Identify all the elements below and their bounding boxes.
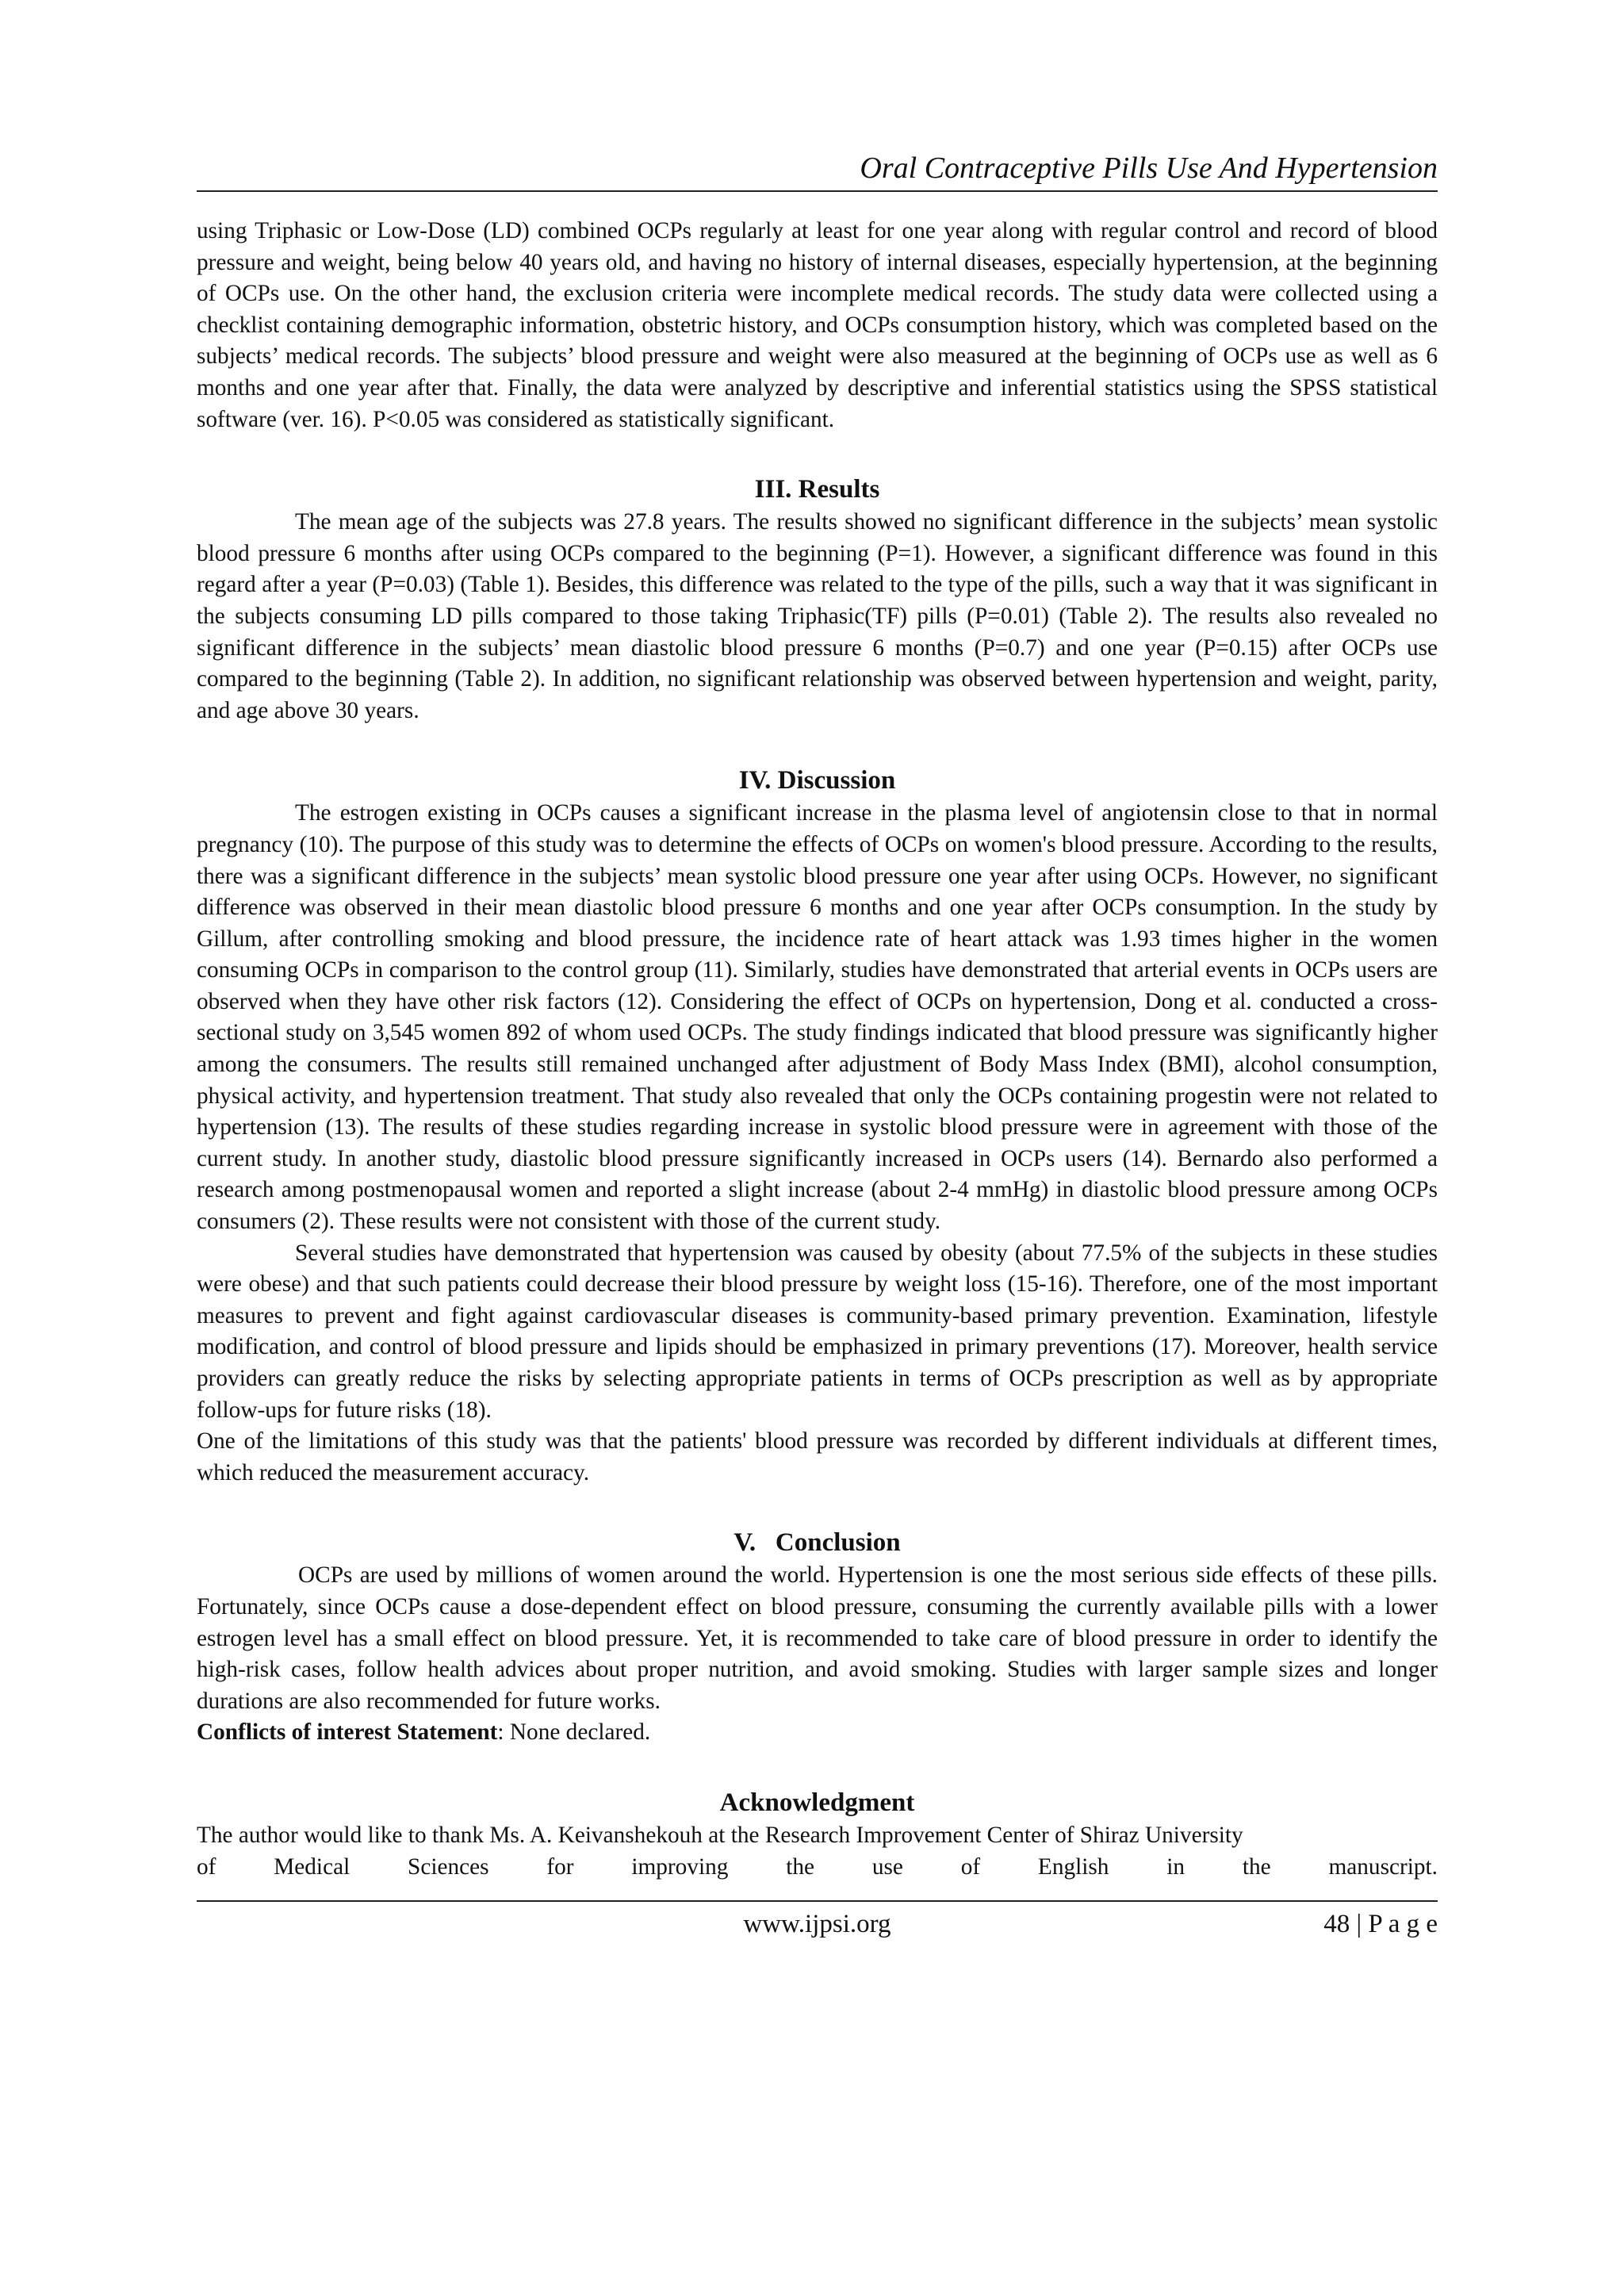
page-number: 48 | P a g e: [1323, 1910, 1438, 1939]
results-heading: III. Results: [754, 475, 880, 504]
footer-rule: [197, 1900, 1438, 1902]
conflicts-label: Conflicts of interest Statement: [197, 1719, 498, 1746]
conclusion-paragraph: OCPs are used by millions of women around the world. Hypertension is one the most serious side effects of these pills. Fortunately, since OCPs cause a dose-dependent effect on blood pressure, consuming the currently available pills with a lower estrogen level has a small effect on blood pressure. Yet, it is recommended to take care of blood pressure in order to identify the high-risk cases, follow health advices about proper nutrition, and avoid smoking. Studies with larger sample sizes and longer durations are also recommended for future works.: [197, 1562, 1438, 1714]
journal-website: www.ijpsi.org: [743, 1910, 891, 1939]
discussion-heading: IV. Discussion: [738, 766, 896, 795]
results-paragraph: The mean age of the subjects was 27.8 years. The results showed no significant difference in the subjects’ mean systolic blood pressure 6 months after using OCPs compared to the beginning (P=1). However, a significant difference was found in this regard after a year (P=0.03) (Table 1). Besides, this difference was related to the type of the pills, such a way that it was significant in the subjects consuming LD pills compared to those taking Triphasic(TF) pills (P=0.01) (Table 2). The results also revealed no significant difference in the subjects’ mean diastolic blood pressure 6 months (P=0.7) and one year (P=0.15) after OCPs use compared to the beginning (Table 2). In addition, no significant relationship was observed between hypertension and weight, parity, and age above 30 years.: [197, 509, 1438, 723]
discussion-paragraph-3: One of the limitations of this study was that the patients' blood pressure was recorded by different individuals at different times, which reduced the measurement accuracy.: [197, 1428, 1438, 1485]
conclusion-heading: V. Conclusion: [733, 1528, 901, 1558]
acknowledgment-line-2: of Medical Sciences for improving the use of English in the manuscript.: [197, 1853, 1438, 1880]
discussion-paragraph-1: The estrogen existing in OCPs causes a significant increase in the plasma level of angiotensin close to that in normal pregnancy (10). The purpose of this study was to determine the effects of OCPs on women's blood pressure. According to the results, there was a significant difference in the subjects’ mean systolic blood pressure one year after using OCPs. However, no significant difference was observed in their mean diastolic blood pressure 6 months and one year after OCPs consumption. In the study by Gillum, after controlling smoking and blood pressure, the incidence rate of heart attack was 1.93 times higher in the women consuming OCPs in comparison to the control group (11). Similarly, studies have demonstrated that arterial events in OCPs users are observed when they have other risk factors (12). Considering the effect of OCPs on hypertension, Dong et al. conducted a cross-sectional study on 3,545 women 892 of whom used OCPs. The study findings indicated that blood pressure was significantly higher among the consumers. The results still remained unchanged after adjustment of Body Mass Index (BMI), alcohol consumption, physical activity, and hypertension treatment. That study also revealed that only the OCPs containing progestin were not related to hypertension (13). The results of these studies regarding increase in systolic blood pressure were in agreement with those of the current study. In another study, diastolic blood pressure significantly increased in OCPs users (14). Bernardo also performed a research among postmenopausal women and reported a slight increase (about 2-4 mmHg) in diastolic blood pressure among OCPs consumers (2). These results were not consistent with those of the current study.: [197, 800, 1438, 1235]
methods-paragraph: using Triphasic or Low-Dose (LD) combined OCPs regularly at least for one year along with regular control and record of blood pressure and weight, being below 40 years old, and having no history of internal diseases, especially hypertension, at the beginning of OCPs use. On the other hand, the exclusion criteria were incomplete medical records. The study data were collected using a checklist containing demographic information, obstetric history, and OCPs consumption history, which was completed based on the subjects’ medical records. The subjects’ blood pressure and weight were also measured at the beginning of OCPs use as well as 6 months and one year after that. Finally, the data were analyzed by descriptive and inferential statistics using the SPSS statistical software (ver. 16). P<0.05 was considered as statistically significant.: [197, 218, 1438, 432]
conflicts-value: : None declared.: [497, 1719, 651, 1746]
discussion-paragraph-2: Several studies have demonstrated that hypertension was caused by obesity (about 77.5% of the subjects in these studies were obese) and that such patients could decrease their blood pressure by weight loss (15-16). Therefore, one of the most important measures to prevent and fight against cardiovascular diseases is community-based primary prevention. Examination, lifestyle modification, and control of blood pressure and lipids should be emphasized in primary preventions (17). Moreover, health service providers can greatly reduce the risks by selecting appropriate patients in terms of OCPs prescription as well as by appropriate follow-ups for future risks (18).: [197, 1240, 1438, 1423]
paper-page: [197, 151, 1438, 1943]
acknowledgment-heading: Acknowledgment: [719, 1788, 915, 1817]
running-title: Oral Contraceptive Pills Use And Hypertension: [860, 151, 1438, 185]
conflicts-statement: [197, 1717, 1438, 1749]
page-footer: [197, 1905, 1438, 1943]
running-header: [197, 151, 1438, 192]
acknowledgment-line-1: The author would like to thank Ms. A. Keivanshekouh at the Research Improvement Center of Shiraz University: [197, 1822, 1243, 1848]
